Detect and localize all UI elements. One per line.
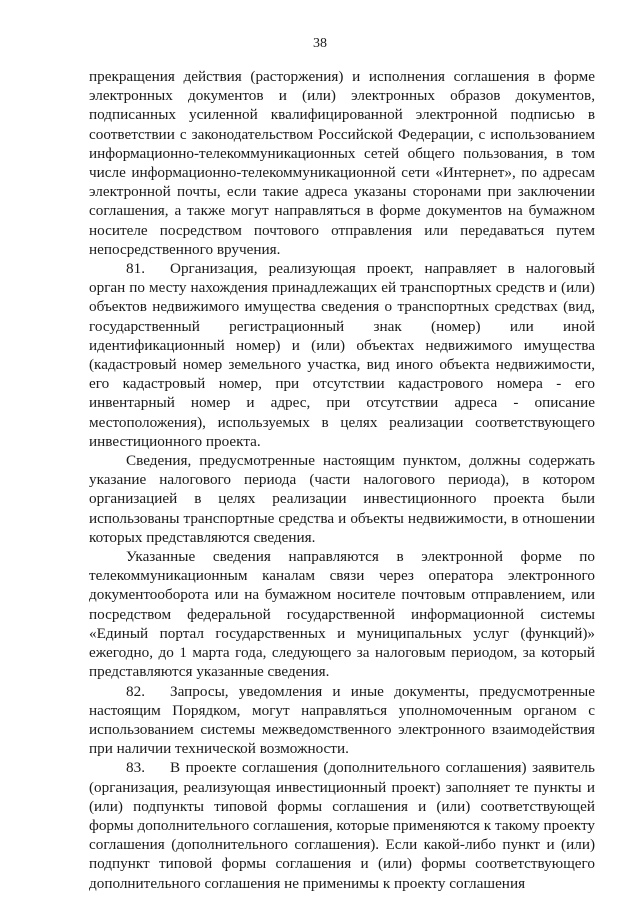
clause-number: 81. bbox=[126, 260, 145, 278]
clause-number: 83. bbox=[126, 759, 145, 777]
paragraph-text: Организация, реализующая проект, направляет в налоговый орган по месту нахождения принадлежащих ей транспортных средств и (или) объектов недвижимого имущества сведения о транспортных средствах (вид, государственный регистрационный знак (номер) или иной идентификационный номер) и (или) объектах недвижимого имущества (кадастровый номер земельного участка, вид иного объекта недвижимости, его кадастровый номер, при отсутствии кадастрового номера - его инвентарный номер и адрес, при отсутствии адреса - описание местоположения), используемых в целях реализации соответствующего инвестиционного проекта. bbox=[89, 260, 595, 450]
paragraph-83 bbox=[89, 758, 595, 892]
paragraph-continuation bbox=[89, 67, 595, 259]
paragraph-81 bbox=[89, 259, 595, 451]
paragraph-text: прекращения действия (расторжения) и исполнения соглашения в форме электронных документов и (или) электронных образов документов, подписанных усиленной квалифицированной электронной подписью в соответствии с законодательством Российской Федерации, с использованием информационно-телекоммуникационных сетей общего пользования, в том числе информационно-телекоммуникационной сети «Интернет», по адресам электронной почты, если такие адреса указаны сторонами при заключении соглашения, а также могут направляться в форме документов на бумажном носителе посредством почтового отправления или передаваться путем непосредственного вручения. bbox=[89, 68, 595, 258]
paragraph-text: Указанные сведения направляются в электронной форме по телекоммуникационным каналам связи через оператора электронного документооборота или на бумажном носителе почтовым отправлением, или посредством федеральной государственной информационной системы «Единый портал государственных и муниципальных услуг (функций)» ежегодно, до 1 марта года, следующего за налоговым периодом, за который представляются указанные сведения. bbox=[89, 548, 595, 681]
clause-number: 82. bbox=[126, 682, 145, 700]
paragraph-text: Сведения, предусмотренные настоящим пунктом, должны содержать указание налогового периода (части налогового периода), в котором организацией в целях реализации инвестиционного проекта были использованы транспортные средства и объекты недвижимости, в отношении которых представляются сведения. bbox=[89, 452, 595, 546]
page-number: 38 bbox=[313, 36, 327, 51]
paragraph-81-details bbox=[89, 451, 595, 547]
paragraph-text: Запросы, уведомления и иные документы, предусмотренные настоящим Порядком, могут направляться уполномоченным органом с использованием системы межведомственного электронного взаимодействия при наличии технической возможности. bbox=[89, 682, 595, 758]
paragraph-82 bbox=[89, 682, 595, 759]
document-body bbox=[89, 67, 595, 893]
paragraph-text: В проекте соглашения (дополнительного соглашения) заявитель (организация, реализующая инвестиционный проект) заполняет те пункты и (или) подпункты типовой формы соглашения и (или) соответствующей формы дополнительного соглашения, которые применяются к такому проекту соглашения (дополнительного соглашения). Если какой-либо пункт и (или) подпункт типовой формы соглашения и (или) формы соответствующего дополнительного соглашения не применимы к проекту соглашения bbox=[89, 759, 595, 892]
paragraph-81-delivery bbox=[89, 547, 595, 681]
